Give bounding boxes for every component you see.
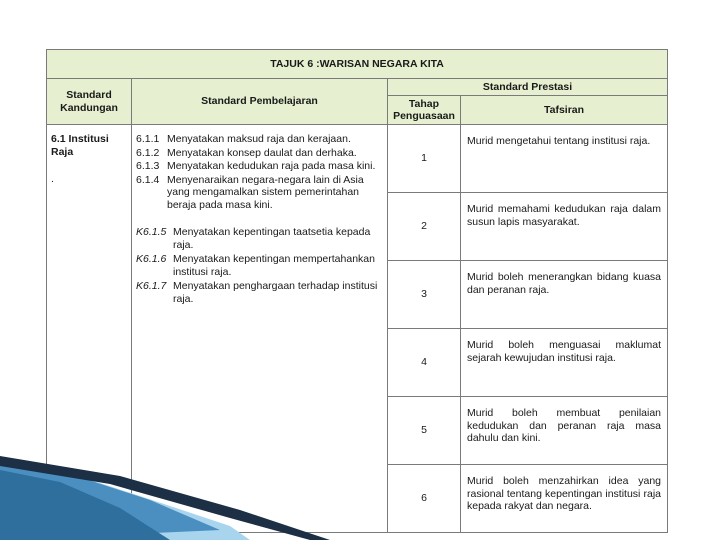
pembelajaran-k-item [136, 226, 383, 251]
pembelajaran-k-text: Menyatakan kepentingan taatsetia kepada raja. [173, 226, 371, 251]
pembelajaran-num: 6.1.3 [136, 160, 160, 172]
tafsiran-4: Murid boleh menguasai maklumat sejarah kewujudan institusi raja. [461, 329, 668, 397]
pembelajaran-item [136, 160, 383, 173]
tafsiran-1: Murid mengetahui tentang institusi raja. [461, 125, 668, 193]
header-standard-pembelajaran: Standard Pembelajaran [132, 79, 388, 125]
pembelajaran-list [136, 133, 383, 211]
pembelajaran-k-list [136, 226, 383, 305]
pembelajaran-k-text: Menyatakan kepentingan mempertahankan institusi raja. [173, 253, 375, 278]
pembelajaran-item [136, 147, 383, 160]
tahap-6: 6 [388, 465, 461, 533]
tahap-3: 3 [388, 261, 461, 329]
tahap-4: 4 [388, 329, 461, 397]
tafsiran-5: Murid boleh membuat penilaian kedudukan dan peranan raja masa dahulu dan kini. [461, 397, 668, 465]
header-tahap-penguasaan: Tahap Penguasaan [388, 96, 461, 125]
pembelajaran-text: Menyenaraikan negara-negara lain di Asia yang mengamalkan sistem pemerintahan beraja pada masa kini. [167, 173, 364, 211]
tahap-1: 1 [388, 125, 461, 193]
pembelajaran-k-text: Menyatakan penghargaan terhadap institusi raja. [173, 280, 378, 305]
header-standard-prestasi: Standard Prestasi [388, 79, 668, 96]
tahap-5: 5 [388, 397, 461, 465]
pembelajaran-num: 6.1.1 [136, 133, 160, 145]
table-title: TAJUK 6 :WARISAN NEGARA KITA [47, 50, 668, 79]
pembelajaran-item [136, 133, 383, 146]
tafsiran-3: Murid boleh menerangkan bidang kuasa dan peranan raja. [461, 261, 668, 329]
pembelajaran-text: Menyatakan konsep daulat dan derhaka. [167, 146, 357, 159]
tafsiran-2: Murid memahami kedudukan raja dalam susun lapis masyarakat. [461, 193, 668, 261]
pembelajaran-k-num: K6.1.5 [136, 226, 167, 238]
pembelajaran-num: 6.1.2 [136, 146, 160, 159]
pembelajaran-num: 6.1.4 [136, 173, 160, 186]
header-tafsiran: Tafsiran [461, 96, 668, 125]
pembelajaran-item [136, 174, 383, 212]
decorative-swoosh [0, 448, 720, 540]
pembelajaran-text: Menyatakan kedudukan raja pada masa kini. [167, 160, 376, 172]
pembelajaran-k-item [136, 280, 383, 305]
tafsiran-6: Murid boleh menzahirkan idea yang rasional tentang kepentingan institusi raja kepada rakyat dan negara. [461, 465, 668, 533]
header-standard-kandungan: Standard Kandungan [47, 79, 132, 125]
pembelajaran-k-num: K6.1.7 [136, 280, 167, 292]
kandungan-name: Raja [51, 146, 74, 158]
pembelajaran-k-item [136, 253, 383, 278]
kandungan-mark: . [51, 173, 54, 185]
kandungan-code: 6.1 Institusi [51, 133, 109, 145]
tahap-2: 2 [388, 193, 461, 261]
pembelajaran-text: Menyatakan maksud raja dan kerajaan. [167, 133, 351, 145]
pembelajaran-k-num: K6.1.6 [136, 253, 167, 265]
